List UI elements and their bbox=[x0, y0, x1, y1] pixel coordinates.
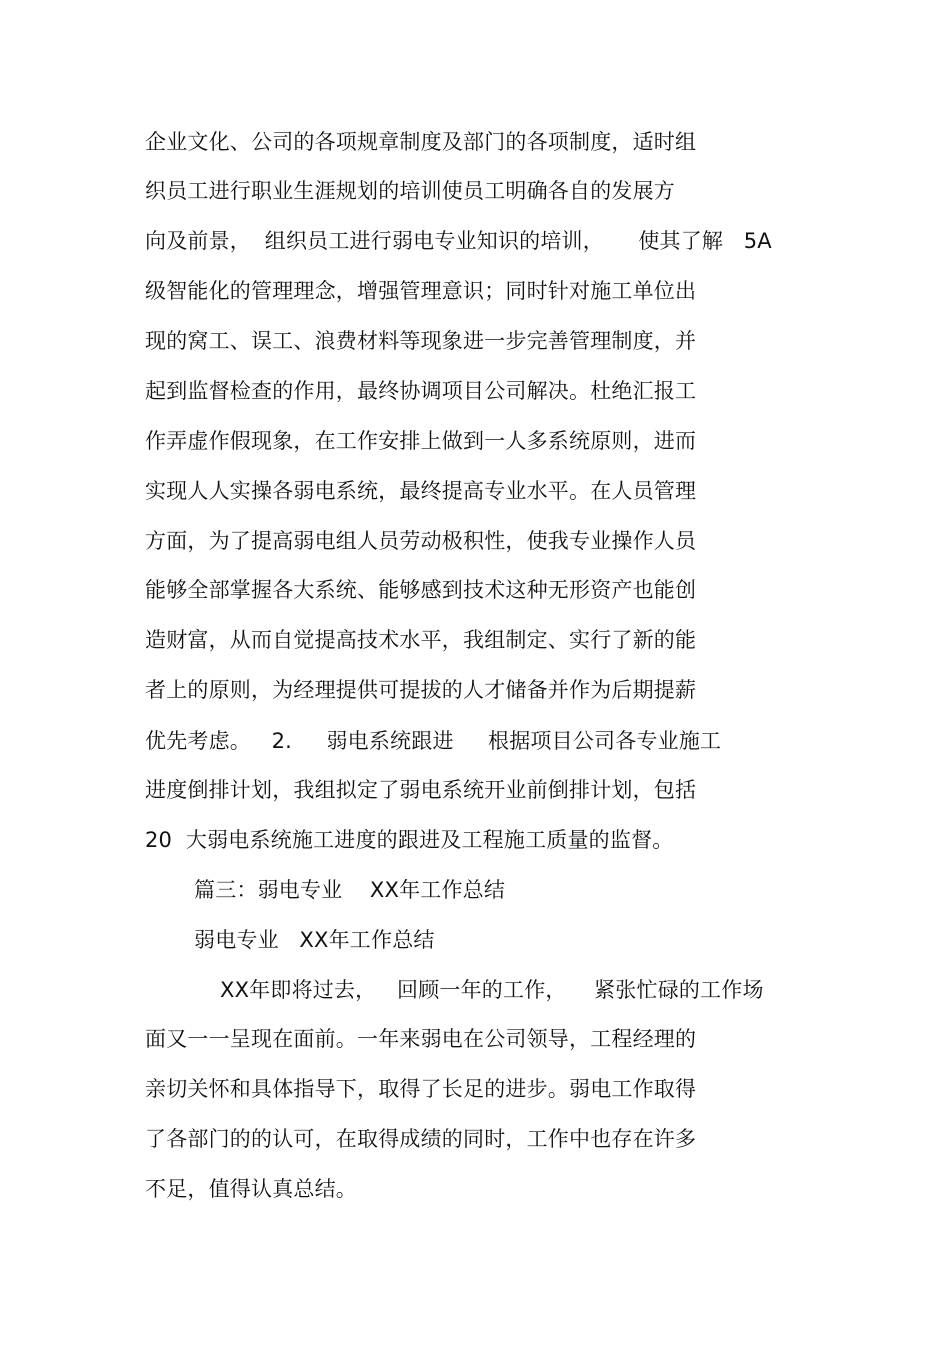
paragraph-line-12: 者上的原则，为经理提供可提拔的人才储备并作为后期提薪 bbox=[145, 678, 697, 702]
paragraph-line-3: 向及前景， 组织员工进行弱电专业知识的培训， 使其了解 5A bbox=[145, 229, 772, 253]
paragraph-line-18: 亲切关怀和具体指导下，取得了长足的进步。弱电工作取得 bbox=[145, 1077, 697, 1101]
paragraph-line-10: 能够全部掌握各大系统、能够感到技术这种无形资产也能创 bbox=[145, 578, 697, 602]
paragraph-line-1: 企业文化、公司的各项规章制度及部门的各项制度，适时组 bbox=[145, 130, 697, 154]
paragraph-line-16: XX年即将过去， 回顾一年的工作， 紧张忙碌的工作场 bbox=[220, 978, 764, 1002]
paragraph-line-19: 了各部门的的认可，在取得成绩的同时，工作中也存在许多 bbox=[145, 1127, 697, 1151]
paragraph-line-13: 优先考虑。 2. 弱电系统跟进 根据项目公司各专业施工 bbox=[145, 729, 722, 753]
paragraph-line-8: 实现人人实操各弱电系统，最终提高专业水平。在人员管理 bbox=[145, 479, 697, 503]
paragraph-line-20: 不足，值得认真总结。 bbox=[145, 1177, 357, 1201]
paragraph-line-7: 作弄虚作假现象，在工作安排上做到一人多系统原则，进而 bbox=[145, 429, 697, 453]
paragraph-line-4: 级智能化的管理理念，增强管理意识；同时针对施工单位出 bbox=[145, 279, 697, 303]
paragraph-line-6: 起到监督检查的作用，最终协调项目公司解决。杜绝汇报工 bbox=[145, 379, 697, 403]
paragraph-line-2: 织员工进行职业生涯规划的培训使员工明确各自的发展方 bbox=[145, 179, 675, 203]
paragraph-line-11: 造财富，从而自觉提高技术水平，我组制定、实行了新的能 bbox=[145, 628, 697, 652]
paragraph-line-15: 20 大弱电系统施工进度的跟进及工程施工质量的监督。 bbox=[145, 828, 674, 852]
paragraph-line-5: 现的窝工、误工、浪费材料等现象进一步完善管理制度，并 bbox=[145, 329, 697, 353]
section-heading: 篇三：弱电专业 XX年工作总结 bbox=[194, 878, 506, 902]
paragraph-line-17: 面又一一呈现在面前。一年来弱电在公司领导，工程经理的 bbox=[145, 1027, 697, 1051]
paragraph-line-9: 方面，为了提高弱电组人员劳动极积性，使我专业操作人员 bbox=[145, 529, 697, 553]
section-title: 弱电专业 XX年工作总结 bbox=[194, 928, 435, 952]
paragraph-line-14: 进度倒排计划，我组拟定了弱电系统开业前倒排计划，包括 bbox=[145, 778, 697, 802]
